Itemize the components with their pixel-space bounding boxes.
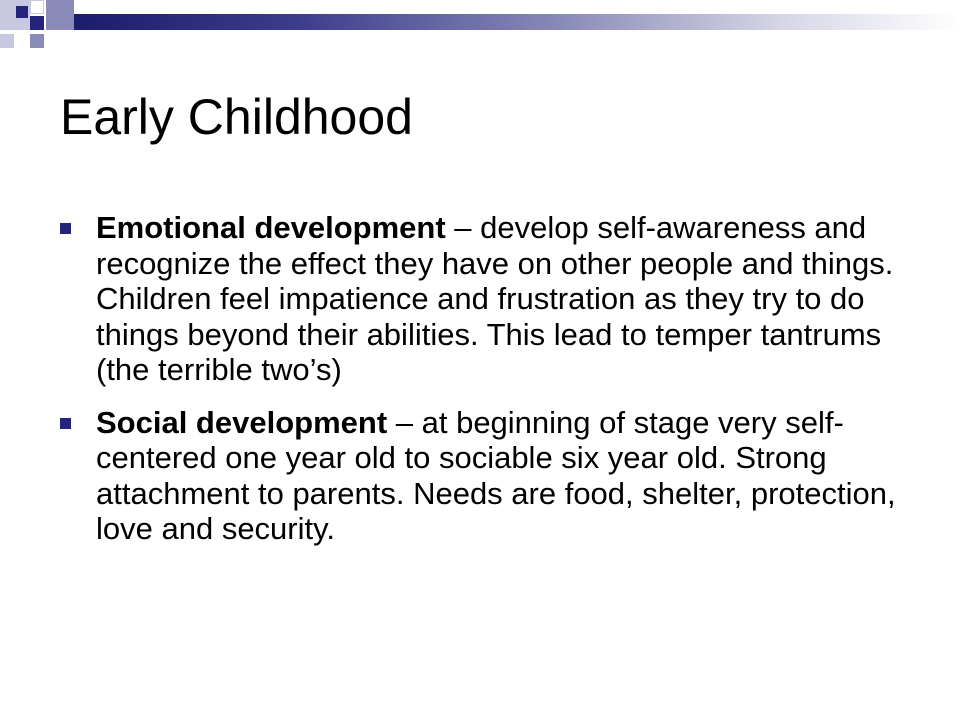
bullet-text: – at beginning of stage very self-centered one year old to sociable six year old. Strong attachment to parents. Needs are food, shelter, protection, love and security.	[96, 404, 896, 546]
square-bullet-icon	[60, 223, 71, 234]
bullet-term: Social development	[96, 404, 388, 440]
header-gradient-bar	[74, 14, 960, 30]
bullet-item	[60, 210, 910, 388]
bullet-list	[60, 210, 910, 564]
bullet-item	[60, 405, 910, 547]
slide-title: Early Childhood	[60, 89, 413, 145]
bullet-text: – develop self-awareness and recognize the effect they have on other people and things. Children feel impatience and frustration as they try to do things beyond their abilities. This lead to temper tantrums (the terrible two’s)	[96, 210, 894, 387]
deco-square	[46, 0, 74, 30]
square-bullet-icon	[60, 418, 71, 429]
bullet-term: Emotional development	[96, 210, 446, 245]
deco-square	[30, 0, 44, 14]
deco-square	[16, 6, 28, 18]
deco-square	[0, 34, 14, 48]
deco-square	[30, 34, 44, 48]
deco-square	[30, 16, 44, 30]
